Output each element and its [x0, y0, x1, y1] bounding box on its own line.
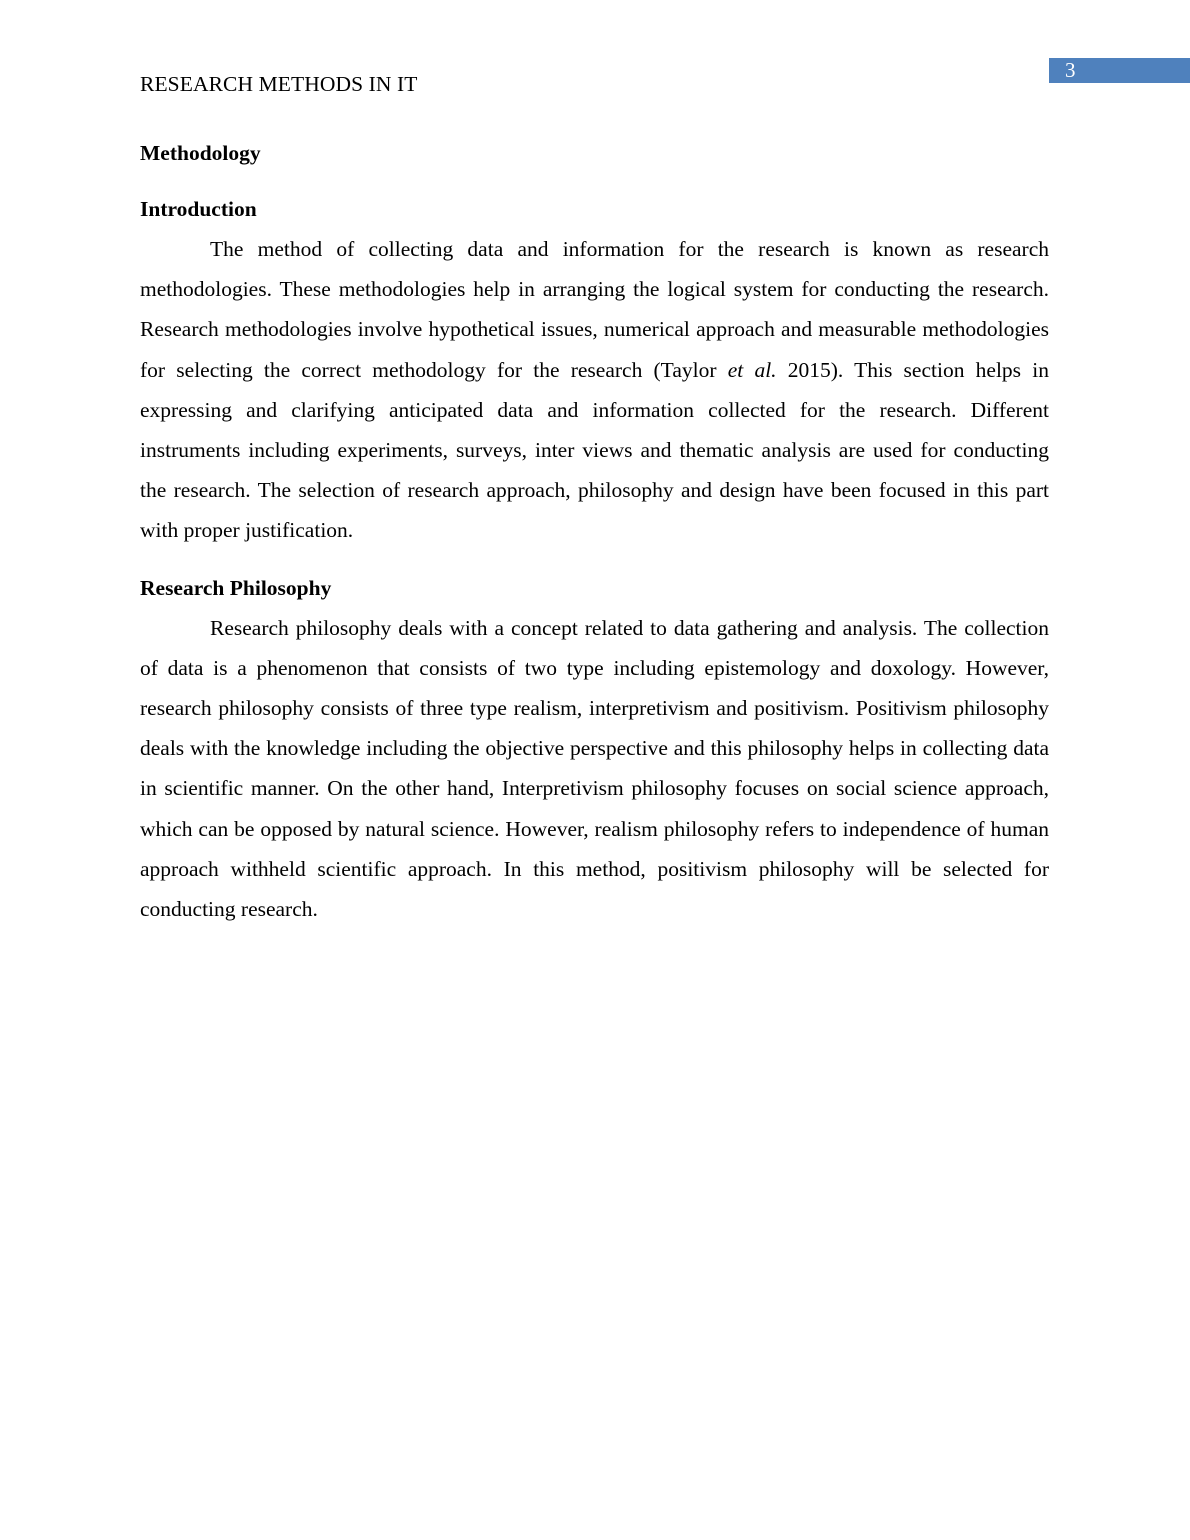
page-number-badge	[1049, 58, 1190, 83]
paragraph-introduction	[140, 229, 1049, 551]
intro-text-part-1: The method of collecting data and information for the research is known as research methodologies. These methodologies help in arranging the logical system for conducting the research. Research methodologies involve hypothetical issues, numerical approach and measurable methodologies for selecting the correct methodology for the research (Taylor	[140, 237, 1049, 382]
intro-text-part-2: 2015). This section helps in expressing and clarifying anticipated data and information collected for the research. Different instruments including experiments, surveys, inter views and thematic analysis are used for conducting the research. The selection of research approach, philosophy and design have been focused in this part with proper justification.	[140, 357, 1049, 543]
section-title-methodology: Methodology	[140, 141, 261, 165]
heading-research-philosophy: Research Philosophy	[140, 575, 332, 600]
running-head: RESEARCH METHODS IN IT	[140, 72, 418, 96]
intro-citation-italic: et al.	[727, 357, 777, 382]
heading-introduction: Introduction	[140, 197, 257, 221]
paragraph-research-philosophy: Research philosophy deals with a concept related to data gathering and analysis. The collection of data is a phenomenon that consists of two type including epistemology and doxology. However, research philosophy consists of three type realism, interpretivism and positivism. Positivism philosophy deals with the knowledge including the objective perspective and this philosophy helps in collecting data in scientific manner. On the other hand, Interpretivism philosophy focuses on social science approach, which can be opposed by natural science. However, realism philosophy refers to independence of human approach withheld scientific approach. In this method, positivism philosophy will be selected for conducting research.	[140, 615, 1049, 922]
page-number: 3	[1065, 58, 1076, 82]
document-body	[140, 138, 1049, 929]
